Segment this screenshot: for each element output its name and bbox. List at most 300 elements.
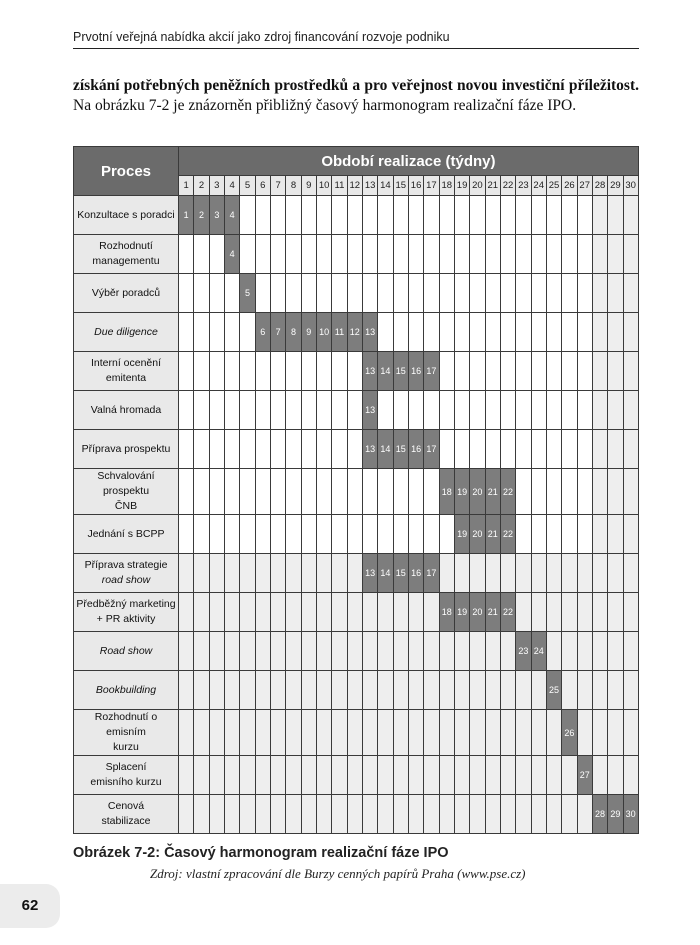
- week-cell: [531, 235, 546, 274]
- week-cell: [546, 391, 561, 430]
- process-name-line: Předběžný marketing: [76, 598, 176, 610]
- table-row: [74, 391, 639, 430]
- week-cell: [531, 430, 546, 469]
- week-cell: [362, 196, 377, 235]
- active-week-cell: 18: [439, 469, 454, 515]
- week-cell: [332, 671, 347, 710]
- process-name-line: Rozhodnutí: [99, 240, 153, 252]
- week-cell: [546, 235, 561, 274]
- week-cell: [347, 632, 362, 671]
- week-cell: [546, 554, 561, 593]
- week-cell: [194, 710, 209, 756]
- figure-caption: Obrázek 7-2: Časový harmonogram realizační fáze IPO: [73, 845, 449, 861]
- week-cell: [592, 235, 607, 274]
- week-cell: [531, 352, 546, 391]
- week-number: 29: [608, 176, 623, 196]
- week-cell: [270, 710, 285, 756]
- week-cell: [516, 515, 531, 554]
- table-row: [74, 671, 639, 710]
- week-cell: [577, 554, 592, 593]
- table-row: [74, 313, 639, 352]
- week-cell: [209, 391, 224, 430]
- figure-source: Zdroj: vlastní zpracování dle Burzy cenných papírů Praha (www.pse.cz): [150, 866, 526, 881]
- week-cell: [393, 756, 408, 795]
- week-cell: [577, 352, 592, 391]
- week-cell: [500, 756, 515, 795]
- week-cell: [393, 313, 408, 352]
- week-cell: [301, 671, 316, 710]
- week-cell: [286, 671, 301, 710]
- week-cell: [592, 430, 607, 469]
- table-row: [74, 352, 639, 391]
- week-cell: [316, 710, 331, 756]
- week-cell: [408, 710, 423, 756]
- week-cell: [608, 313, 623, 352]
- week-number: 10: [316, 176, 331, 196]
- week-cell: [454, 671, 469, 710]
- week-cell: [378, 274, 393, 313]
- week-cell: [286, 196, 301, 235]
- active-week-cell: 5: [240, 274, 255, 313]
- active-week-cell: 16: [408, 554, 423, 593]
- week-cell: [439, 313, 454, 352]
- week-cell: [316, 352, 331, 391]
- week-number: 13: [362, 176, 377, 196]
- week-cell: [608, 632, 623, 671]
- week-cell: [316, 430, 331, 469]
- week-cell: [194, 632, 209, 671]
- table-row: [74, 632, 639, 671]
- week-cell: [546, 593, 561, 632]
- process-name-line: Konzultace s poradci: [77, 208, 175, 221]
- week-cell: [531, 795, 546, 834]
- week-cell: [240, 671, 255, 710]
- week-number: 12: [347, 176, 362, 196]
- table-row: [74, 554, 639, 593]
- week-cell: [485, 795, 500, 834]
- week-cell: [454, 632, 469, 671]
- week-cell: [301, 235, 316, 274]
- week-cell: [194, 235, 209, 274]
- week-cell: [531, 391, 546, 430]
- week-cell: [286, 274, 301, 313]
- week-cell: [270, 235, 285, 274]
- week-cell: [439, 430, 454, 469]
- week-cell: [378, 632, 393, 671]
- week-cell: [224, 430, 239, 469]
- table-row: [74, 274, 639, 313]
- week-cell: [270, 756, 285, 795]
- process-name-line: Valná hromada: [90, 403, 162, 416]
- week-number: 14: [378, 176, 393, 196]
- week-cell: [531, 593, 546, 632]
- week-cell: [623, 671, 638, 710]
- week-cell: [209, 671, 224, 710]
- week-cell: [240, 710, 255, 756]
- week-cell: [240, 352, 255, 391]
- active-week-cell: 17: [424, 554, 439, 593]
- week-cell: [454, 756, 469, 795]
- week-cell: [255, 196, 270, 235]
- week-cell: [209, 313, 224, 352]
- week-cell: [255, 554, 270, 593]
- week-cell: [224, 274, 239, 313]
- week-cell: [316, 391, 331, 430]
- week-cell: [408, 235, 423, 274]
- week-cell: [316, 196, 331, 235]
- week-number: 30: [623, 176, 638, 196]
- table-row: [74, 196, 639, 235]
- week-number: 25: [546, 176, 561, 196]
- week-cell: [347, 756, 362, 795]
- week-number: 1: [179, 176, 194, 196]
- week-cell: [546, 632, 561, 671]
- week-cell: [347, 352, 362, 391]
- week-cell: [577, 795, 592, 834]
- week-cell: [562, 593, 577, 632]
- week-cell: [224, 632, 239, 671]
- week-cell: [316, 554, 331, 593]
- week-cell: [286, 632, 301, 671]
- week-cell: [332, 515, 347, 554]
- week-cell: [179, 313, 194, 352]
- week-cell: [240, 515, 255, 554]
- week-cell: [224, 554, 239, 593]
- week-cell: [301, 593, 316, 632]
- week-cell: [424, 313, 439, 352]
- week-cell: [439, 391, 454, 430]
- week-cell: [546, 430, 561, 469]
- process-name: [74, 710, 179, 756]
- week-cell: [439, 554, 454, 593]
- active-week-cell: 15: [393, 430, 408, 469]
- week-cell: [255, 352, 270, 391]
- week-cell: [516, 352, 531, 391]
- week-cell: [546, 313, 561, 352]
- week-number: 5: [240, 176, 255, 196]
- active-week-cell: 24: [531, 632, 546, 671]
- active-week-cell: 13: [362, 391, 377, 430]
- week-cell: [270, 430, 285, 469]
- week-number: 26: [562, 176, 577, 196]
- active-week-cell: 22: [500, 593, 515, 632]
- week-cell: [194, 515, 209, 554]
- week-cell: [332, 632, 347, 671]
- week-cell: [485, 632, 500, 671]
- week-cell: [194, 554, 209, 593]
- week-cell: [179, 795, 194, 834]
- week-cell: [485, 274, 500, 313]
- week-number: 24: [531, 176, 546, 196]
- process-name-line: Rozhodnutí o emisním: [94, 711, 158, 738]
- week-cell: [485, 710, 500, 756]
- week-cell: [270, 469, 285, 515]
- week-cell: [255, 632, 270, 671]
- week-cell: [516, 756, 531, 795]
- week-cell: [608, 710, 623, 756]
- week-cell: [209, 430, 224, 469]
- week-cell: [470, 430, 485, 469]
- week-cell: [347, 274, 362, 313]
- week-cell: [485, 554, 500, 593]
- week-cell: [209, 710, 224, 756]
- week-cell: [286, 430, 301, 469]
- week-cell: [439, 632, 454, 671]
- week-number: 19: [454, 176, 469, 196]
- week-cell: [424, 235, 439, 274]
- week-cell: [623, 235, 638, 274]
- process-name-line: Výběr poradců: [91, 286, 161, 299]
- process-name-line: Cenová: [107, 800, 145, 812]
- week-cell: [347, 196, 362, 235]
- week-number: 21: [485, 176, 500, 196]
- week-cell: [592, 554, 607, 593]
- week-cell: [179, 274, 194, 313]
- week-cell: [240, 593, 255, 632]
- week-number: 23: [516, 176, 531, 196]
- week-cell: [562, 795, 577, 834]
- active-week-cell: 4: [224, 196, 239, 235]
- week-cell: [562, 391, 577, 430]
- active-week-cell: 21: [485, 469, 500, 515]
- table-row: [74, 756, 639, 795]
- week-cell: [224, 795, 239, 834]
- week-cell: [470, 795, 485, 834]
- active-week-cell: 13: [362, 313, 377, 352]
- week-cell: [470, 756, 485, 795]
- week-cell: [224, 391, 239, 430]
- week-cell: [470, 235, 485, 274]
- week-cell: [316, 795, 331, 834]
- week-number: 7: [270, 176, 285, 196]
- week-cell: [454, 196, 469, 235]
- process-name-line: Splacení: [105, 761, 147, 773]
- week-cell: [347, 671, 362, 710]
- week-cell: [608, 391, 623, 430]
- week-cell: [531, 469, 546, 515]
- week-cell: [608, 274, 623, 313]
- week-cell: [224, 593, 239, 632]
- week-cell: [577, 710, 592, 756]
- week-cell: [378, 710, 393, 756]
- week-cell: [332, 196, 347, 235]
- week-number: 16: [408, 176, 423, 196]
- week-cell: [516, 795, 531, 834]
- week-cell: [608, 593, 623, 632]
- week-cell: [562, 274, 577, 313]
- week-number: 15: [393, 176, 408, 196]
- week-cell: [592, 469, 607, 515]
- week-cell: [194, 756, 209, 795]
- week-cell: [209, 756, 224, 795]
- week-cell: [179, 430, 194, 469]
- week-cell: [592, 313, 607, 352]
- week-cell: [500, 671, 515, 710]
- week-cell: [224, 671, 239, 710]
- week-cell: [577, 515, 592, 554]
- week-cell: [546, 795, 561, 834]
- week-cell: [608, 430, 623, 469]
- week-cell: [454, 352, 469, 391]
- week-cell: [531, 515, 546, 554]
- week-cell: [301, 795, 316, 834]
- week-cell: [194, 274, 209, 313]
- week-cell: [209, 593, 224, 632]
- week-cell: [623, 710, 638, 756]
- week-cell: [362, 710, 377, 756]
- week-cell: [255, 710, 270, 756]
- week-cell: [608, 554, 623, 593]
- week-cell: [592, 671, 607, 710]
- process-name: [74, 795, 179, 834]
- week-cell: [546, 756, 561, 795]
- week-cell: [378, 196, 393, 235]
- active-week-cell: 19: [454, 515, 469, 554]
- week-cell: [270, 352, 285, 391]
- process-name-line: Příprava prospektu: [81, 442, 171, 455]
- week-cell: [316, 671, 331, 710]
- week-cell: [301, 430, 316, 469]
- active-week-cell: 15: [393, 554, 408, 593]
- week-cell: [500, 196, 515, 235]
- week-cell: [393, 593, 408, 632]
- week-cell: [255, 593, 270, 632]
- week-cell: [240, 430, 255, 469]
- week-cell: [546, 196, 561, 235]
- week-cell: [194, 391, 209, 430]
- week-cell: [194, 352, 209, 391]
- week-cell: [608, 235, 623, 274]
- week-cell: [362, 235, 377, 274]
- week-cell: [362, 274, 377, 313]
- week-cell: [179, 352, 194, 391]
- week-cell: [179, 554, 194, 593]
- week-cell: [577, 632, 592, 671]
- active-week-cell: 14: [378, 352, 393, 391]
- week-cell: [301, 352, 316, 391]
- week-cell: [270, 391, 285, 430]
- week-cell: [516, 235, 531, 274]
- week-cell: [439, 352, 454, 391]
- week-cell: [592, 274, 607, 313]
- active-week-cell: 12: [347, 313, 362, 352]
- week-cell: [408, 593, 423, 632]
- header-divider: [73, 48, 639, 49]
- week-cell: [623, 352, 638, 391]
- week-cell: [270, 671, 285, 710]
- week-cell: [301, 274, 316, 313]
- intro-bold-text: získání potřebných peněžních prostředků a pro veřejnost novou investiční příležitost.: [73, 77, 639, 94]
- active-week-cell: 16: [408, 430, 423, 469]
- week-cell: [470, 391, 485, 430]
- week-cell: [454, 795, 469, 834]
- week-cell: [255, 430, 270, 469]
- week-cell: [592, 352, 607, 391]
- week-cell: [179, 391, 194, 430]
- week-cell: [255, 795, 270, 834]
- week-cell: [301, 756, 316, 795]
- process-name-line: Příprava strategie: [84, 559, 168, 571]
- week-cell: [393, 795, 408, 834]
- process-name-line: Bookbuilding: [95, 683, 157, 696]
- week-cell: [240, 196, 255, 235]
- active-week-cell: 4: [224, 235, 239, 274]
- week-cell: [500, 632, 515, 671]
- week-cell: [516, 593, 531, 632]
- week-cell: [347, 469, 362, 515]
- week-cell: [408, 671, 423, 710]
- week-cell: [286, 352, 301, 391]
- week-cell: [485, 756, 500, 795]
- week-cell: [424, 196, 439, 235]
- process-name-line: kurzu: [113, 741, 139, 753]
- week-cell: [179, 235, 194, 274]
- week-cell: [531, 554, 546, 593]
- week-cell: [485, 671, 500, 710]
- process-name-line: Interní ocenění: [90, 357, 162, 369]
- week-cell: [209, 469, 224, 515]
- page-number: 62: [0, 884, 60, 928]
- active-week-cell: 7: [270, 313, 285, 352]
- active-week-cell: 19: [454, 593, 469, 632]
- schedule-body: [74, 196, 639, 834]
- process-name: [74, 756, 179, 795]
- process-name-line: emitenta: [105, 372, 147, 384]
- week-cell: [301, 196, 316, 235]
- week-cell: [439, 710, 454, 756]
- week-cell: [286, 756, 301, 795]
- week-number: 28: [592, 176, 607, 196]
- active-week-cell: 20: [470, 469, 485, 515]
- week-cell: [286, 795, 301, 834]
- week-cell: [224, 515, 239, 554]
- week-cell: [485, 196, 500, 235]
- week-cell: [592, 515, 607, 554]
- week-cell: [378, 593, 393, 632]
- week-cell: [577, 196, 592, 235]
- week-cell: [531, 710, 546, 756]
- active-week-cell: 11: [332, 313, 347, 352]
- week-cell: [546, 352, 561, 391]
- period-column-header: Období realizace (týdny): [179, 147, 639, 176]
- week-cell: [255, 469, 270, 515]
- process-name-line: Road show: [99, 644, 153, 657]
- week-cell: [332, 235, 347, 274]
- week-cell: [500, 391, 515, 430]
- week-cell: [362, 469, 377, 515]
- process-name: [74, 469, 179, 515]
- week-cell: [562, 235, 577, 274]
- active-week-cell: 1: [179, 196, 194, 235]
- week-cell: [332, 756, 347, 795]
- week-cell: [562, 671, 577, 710]
- week-cell: [179, 469, 194, 515]
- week-cell: [439, 235, 454, 274]
- week-cell: [577, 235, 592, 274]
- week-cell: [592, 593, 607, 632]
- week-cell: [240, 391, 255, 430]
- week-cell: [408, 274, 423, 313]
- week-cell: [454, 710, 469, 756]
- week-cell: [562, 469, 577, 515]
- week-cell: [332, 469, 347, 515]
- week-cell: [301, 710, 316, 756]
- active-week-cell: 19: [454, 469, 469, 515]
- week-cell: [608, 671, 623, 710]
- week-cell: [362, 795, 377, 834]
- table-row: [74, 593, 639, 632]
- week-cell: [408, 515, 423, 554]
